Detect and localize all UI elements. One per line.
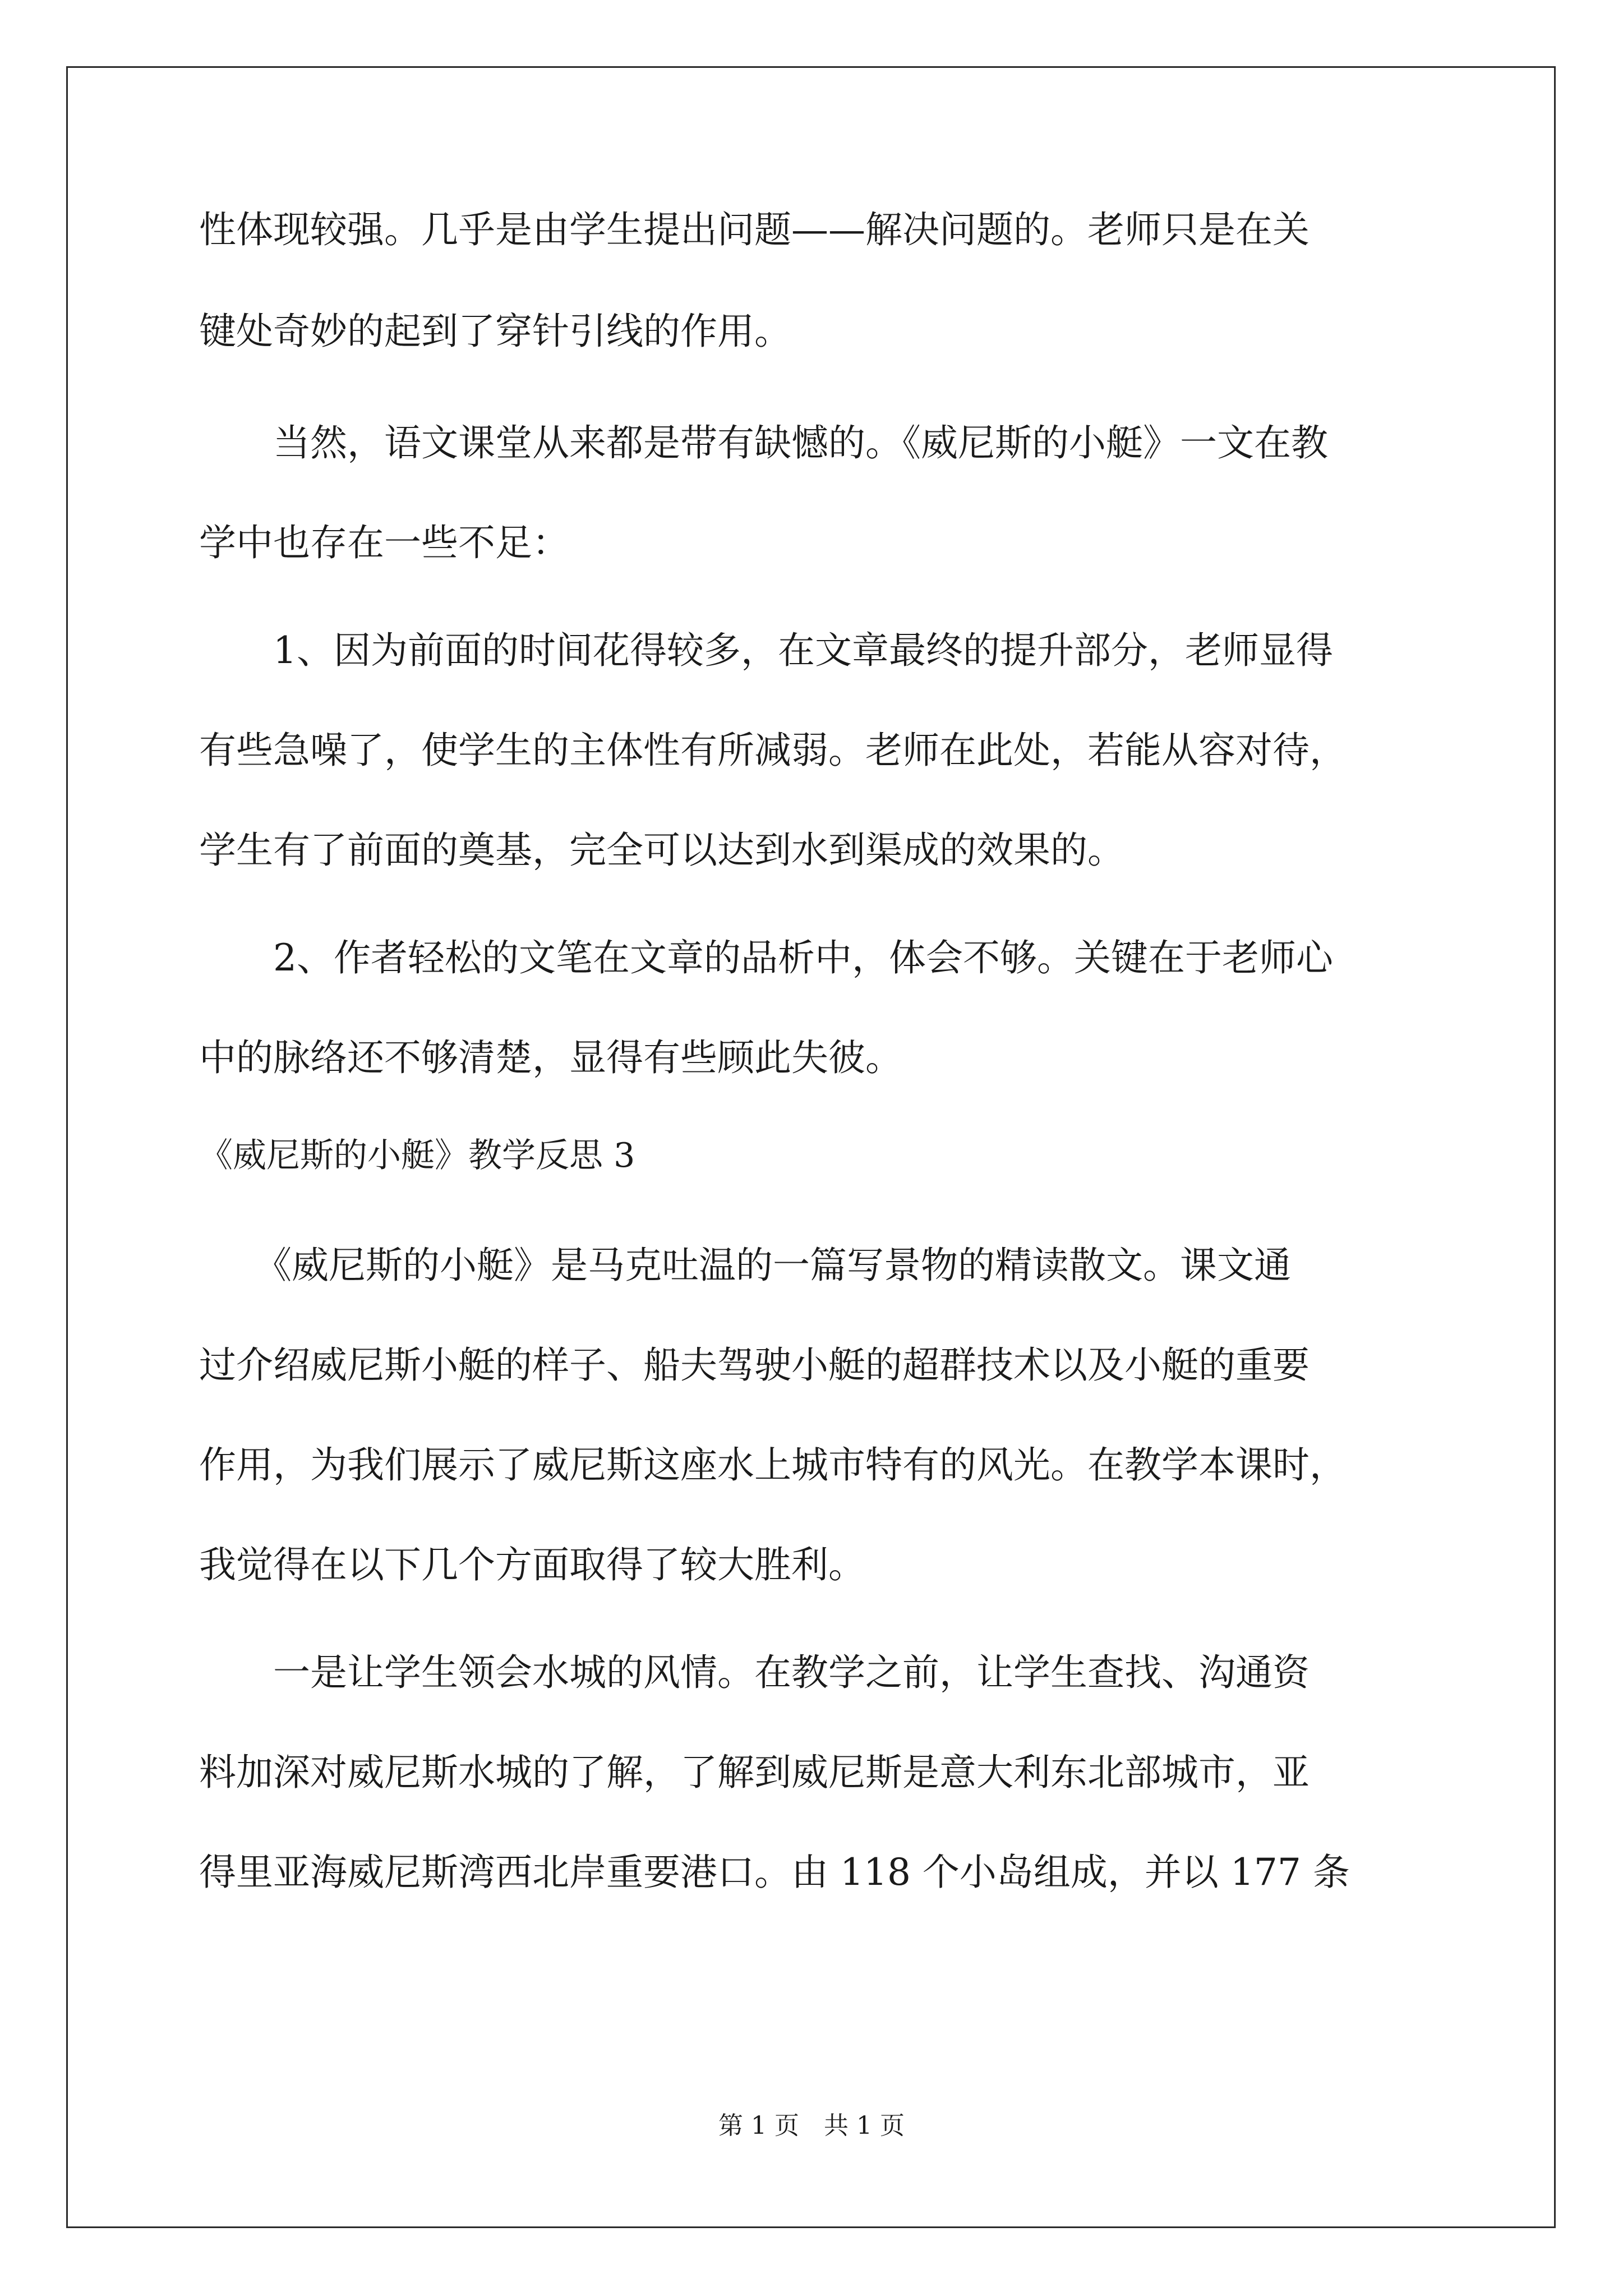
text-line: 过介绍威尼斯小艇的样子、船夫驾驶小艇的超群技术以及小艇的重要 bbox=[199, 1343, 1310, 1387]
text-line: 得里亚海威尼斯湾西北岸重要港口。由 118 个小岛组成，并以 177 条 bbox=[199, 1851, 1350, 1894]
text-line: 1、因为前面的时间花得较多，在文章最终的提升部分，老师显得 bbox=[199, 629, 1333, 672]
text-line: 性体现较强。几乎是由学生提出问题——解决问题的。老师只是在关 bbox=[199, 208, 1310, 251]
text-line: 学中也存在一些不足： bbox=[199, 521, 569, 564]
page-footer: 第 1 页 共 1 页 bbox=[718, 2111, 905, 2140]
text-line: 2、作者轻松的文笔在文章的品析中，体会不够。关键在于老师心 bbox=[199, 936, 1333, 979]
text-line: 当然，语文课堂从来都是带有缺憾的。《威尼斯的小艇》一文在教 bbox=[199, 421, 1328, 464]
text-line: 料加深对威尼斯水城的了解，了解到威尼斯是意大利东北部城市，亚 bbox=[199, 1751, 1310, 1794]
section-heading: 《威尼斯的小艇》教学反思 3 bbox=[199, 1136, 635, 1175]
text-line: 键处奇妙的起到了穿针引线的作用。 bbox=[199, 310, 791, 353]
text-line: 中的脉络还不够清楚，显得有些顾此失彼。 bbox=[199, 1036, 902, 1079]
text-line: 一是让学生领会水城的风情。在教学之前，让学生查找、沟通资 bbox=[199, 1651, 1310, 1694]
text-line: 有些急噪了，使学生的主体性有所减弱。老师在此处，若能从容对待， bbox=[199, 729, 1347, 772]
text-line: 《威尼斯的小艇》是马克吐温的一篇写景物的精读散文。课文通 bbox=[199, 1244, 1291, 1287]
text-line: 作用，为我们展示了威尼斯这座水上城市特有的风光。在教学本课时， bbox=[199, 1443, 1347, 1487]
text-line: 学生有了前面的奠基，完全可以达到水到渠成的效果的。 bbox=[199, 829, 1124, 872]
text-line: 我觉得在以下几个方面取得了较大胜利。 bbox=[199, 1543, 865, 1586]
